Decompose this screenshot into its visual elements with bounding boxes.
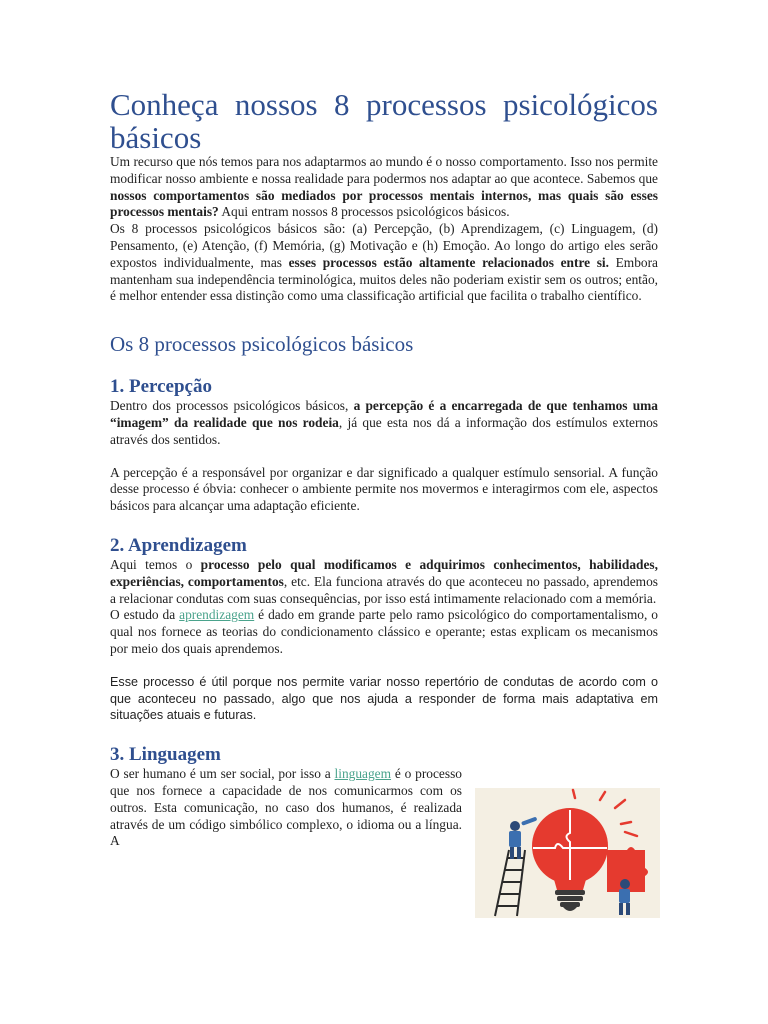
aprendizagem-paragraph-1: Aqui temos o processo pelo qual modificamos e adquirimos conhecimentos, habilidades, experiências, comportamentos, etc. Ela funciona através do que aconteceu no passado, aprendemos a relacionar condutas com suas consequências, por isso está intimamente relacionado com a memória. <box>110 556 659 606</box>
intro-paragraph-1: Um recurso que nós temos para nos adaptarmos ao mundo é o nosso comportamento. Isso nos permite modificar nosso ambiente e nossa realidade para podermos nos adaptar ao que acontece. Sabemos que nossos comportamentos são mediados por processos mentais internos, mas quais são esses processos mentais? Aqui entram nossos 8 processos psicológicos básicos. <box>110 154 658 220</box>
percepcao-paragraph-2: A percepção é a responsável por organizar e dar significado a qualquer estímulo sensorial. A função desse processo é óbvia: conhecer o ambiente permite nos movermos e interagirmos com ele, aspectos básicos para alcançar uma adaptação eficiente. <box>110 464 658 514</box>
percepcao-paragraph-1: Dentro dos processos psicológicos básicos, a percepção é a encarregada de que tenhamos uma “imagem” da realidade que nos rodeia, já que esta nos dá a informação dos estímulos externos através dos sentidos. <box>110 398 659 447</box>
aprendizagem-paragraph-2: O estudo da aprendizagem é dado em grande parte pelo ramo psicológico do comportamentalismo, o qual nos fornece as teorias do condicionamento clássico e operante; estas explicam os mecanismos por meio dos quais aprendemos. <box>110 607 658 656</box>
link-linguagem[interactable]: linguagem <box>334 766 392 782</box>
page-title: Conheça nossos 8 processos psicológicos básicos <box>110 87 658 155</box>
heading-linguagem: 3. Linguagem <box>110 744 221 766</box>
heading-percepcao: 1. Percepção <box>110 376 212 398</box>
section-heading: Os 8 processos psicológicos básicos <box>110 332 414 357</box>
link-aprendizagem[interactable]: aprendizagem <box>179 607 255 623</box>
linguagem-paragraph-1: O ser humano é um ser social, por isso a linguagem é o processo que nos fornece a capacidade de nos comunicarmos com os outros. Esta comunicação, no caso dos humanos, é realizada através de um código simbólico complexo, o idioma ou a língua. A <box>110 766 462 849</box>
intro-paragraph-2: Os 8 processos psicológicos básicos são: (a) Percepção, (b) Aprendizagem, (c) Linguagem, (d) Pensamento, (e) Atenção, (f) Memória, (g) Motivação e (h) Emoção. Ao longo do artigo eles serão expostos individualmente, mas esses processos estão altamente relacionados entre si. Embora mantenham sua independência terminológica, muitos deles não poderiam existir sem os outros; então, é melhor entender essa distinção como uma classificação artificial que facilita o trabalho científico. <box>110 221 658 304</box>
heading-aprendizagem: 2. Aprendizagem <box>110 534 247 556</box>
article-body <box>110 88 658 850</box>
lightbulb-puzzle-icon <box>475 788 660 918</box>
aprendizagem-paragraph-3: Esse processo é útil porque nos permite variar nosso repertório de condutas de acordo com o que aconteceu no passado, algo que nos ajuda a responder de forma mais adaptativa em situações atuais e futuras. <box>110 674 658 723</box>
lightbulb-puzzle-illustration <box>475 788 660 918</box>
